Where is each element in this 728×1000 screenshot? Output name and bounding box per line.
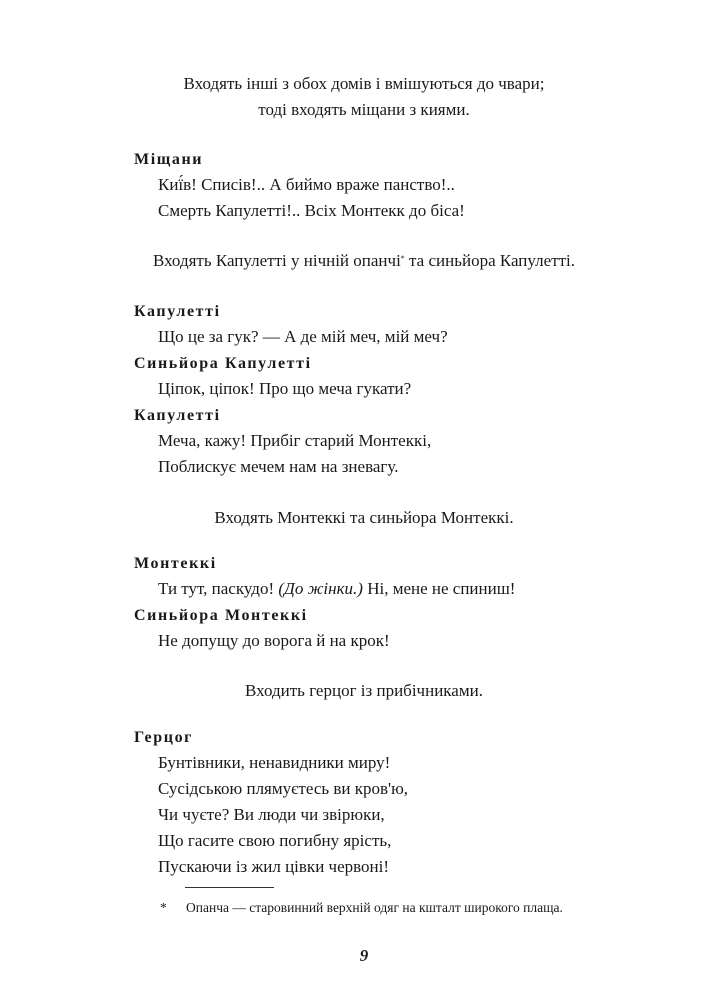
speaker-name: Капулетті bbox=[134, 303, 221, 320]
verse-line: Меча, кажу! Прибіг старий Монтеккі, bbox=[158, 431, 432, 450]
stage-direction-2 bbox=[0, 248, 728, 274]
stage-aside: (До жінки.) bbox=[278, 579, 363, 598]
speaker-name: Капулетті bbox=[134, 407, 221, 424]
speaker-name: Герцог bbox=[134, 729, 194, 746]
verse-line: Сусідською плямуєтесь ви кров'ю, bbox=[158, 779, 409, 798]
verse-line bbox=[158, 576, 515, 602]
verse-line: Що гасите свою погибну ярість, bbox=[158, 831, 392, 850]
footnote-marker: * bbox=[160, 900, 167, 915]
footnote-marker: * bbox=[400, 254, 405, 263]
speaker-name: Синьйора Монтеккі bbox=[134, 607, 308, 624]
stage-direction-3: Входять Монтеккі та синьйора Монтеккі. bbox=[214, 508, 514, 527]
verse-line: Поблискує мечем нам на зневагу. bbox=[158, 457, 399, 476]
stage-direction-line: Входять інші з обох домів і вмішуються до чвари; bbox=[183, 74, 545, 93]
page-number: 9 bbox=[359, 946, 369, 965]
footnote-divider bbox=[185, 887, 274, 888]
footnote bbox=[160, 899, 563, 917]
verse-line: Смерть Капулетті!.. Всіх Монтекк до біса! bbox=[158, 201, 465, 220]
stage-direction-4: Входить герцог із прибічниками. bbox=[245, 681, 483, 700]
speaker-name: Монтеккі bbox=[134, 555, 217, 572]
verse-text: Ні, мене не спиниш! bbox=[362, 579, 516, 598]
verse-text: Ти тут, паскудо! bbox=[158, 579, 279, 598]
verse-line: Чи чуєте? Ви люди чи звірюки, bbox=[158, 805, 385, 824]
speaker-name: Синьйора Капулетті bbox=[134, 355, 312, 372]
verse-line: Киї́в! Списів!.. А биймо враже панство!.. bbox=[158, 175, 455, 194]
stage-direction-text: та синьйора Капулетті. bbox=[404, 251, 576, 270]
stage-direction-line: тоді входять міщани з киями. bbox=[258, 100, 470, 119]
speaker-name: Міщани bbox=[134, 151, 204, 168]
verse-line: Що це за гук? — А де мій меч, мій меч? bbox=[158, 327, 448, 346]
stage-direction-text: Входять Капулетті у нічній опанчі bbox=[152, 251, 401, 270]
verse-line: Бунтівники, ненавидники миру! bbox=[158, 753, 391, 772]
footnote-text: Опанча — старовинний верхній одяг на кшталт широкого плаща. bbox=[186, 900, 563, 915]
verse-line: Ціпок, ціпок! Про що меча гукати? bbox=[158, 379, 412, 398]
stage-direction-1 bbox=[0, 71, 728, 123]
verse-line: Не допущу до ворога й на крок! bbox=[158, 631, 390, 650]
verse-line: Пускаючи із жил цівки червоні! bbox=[158, 857, 390, 876]
